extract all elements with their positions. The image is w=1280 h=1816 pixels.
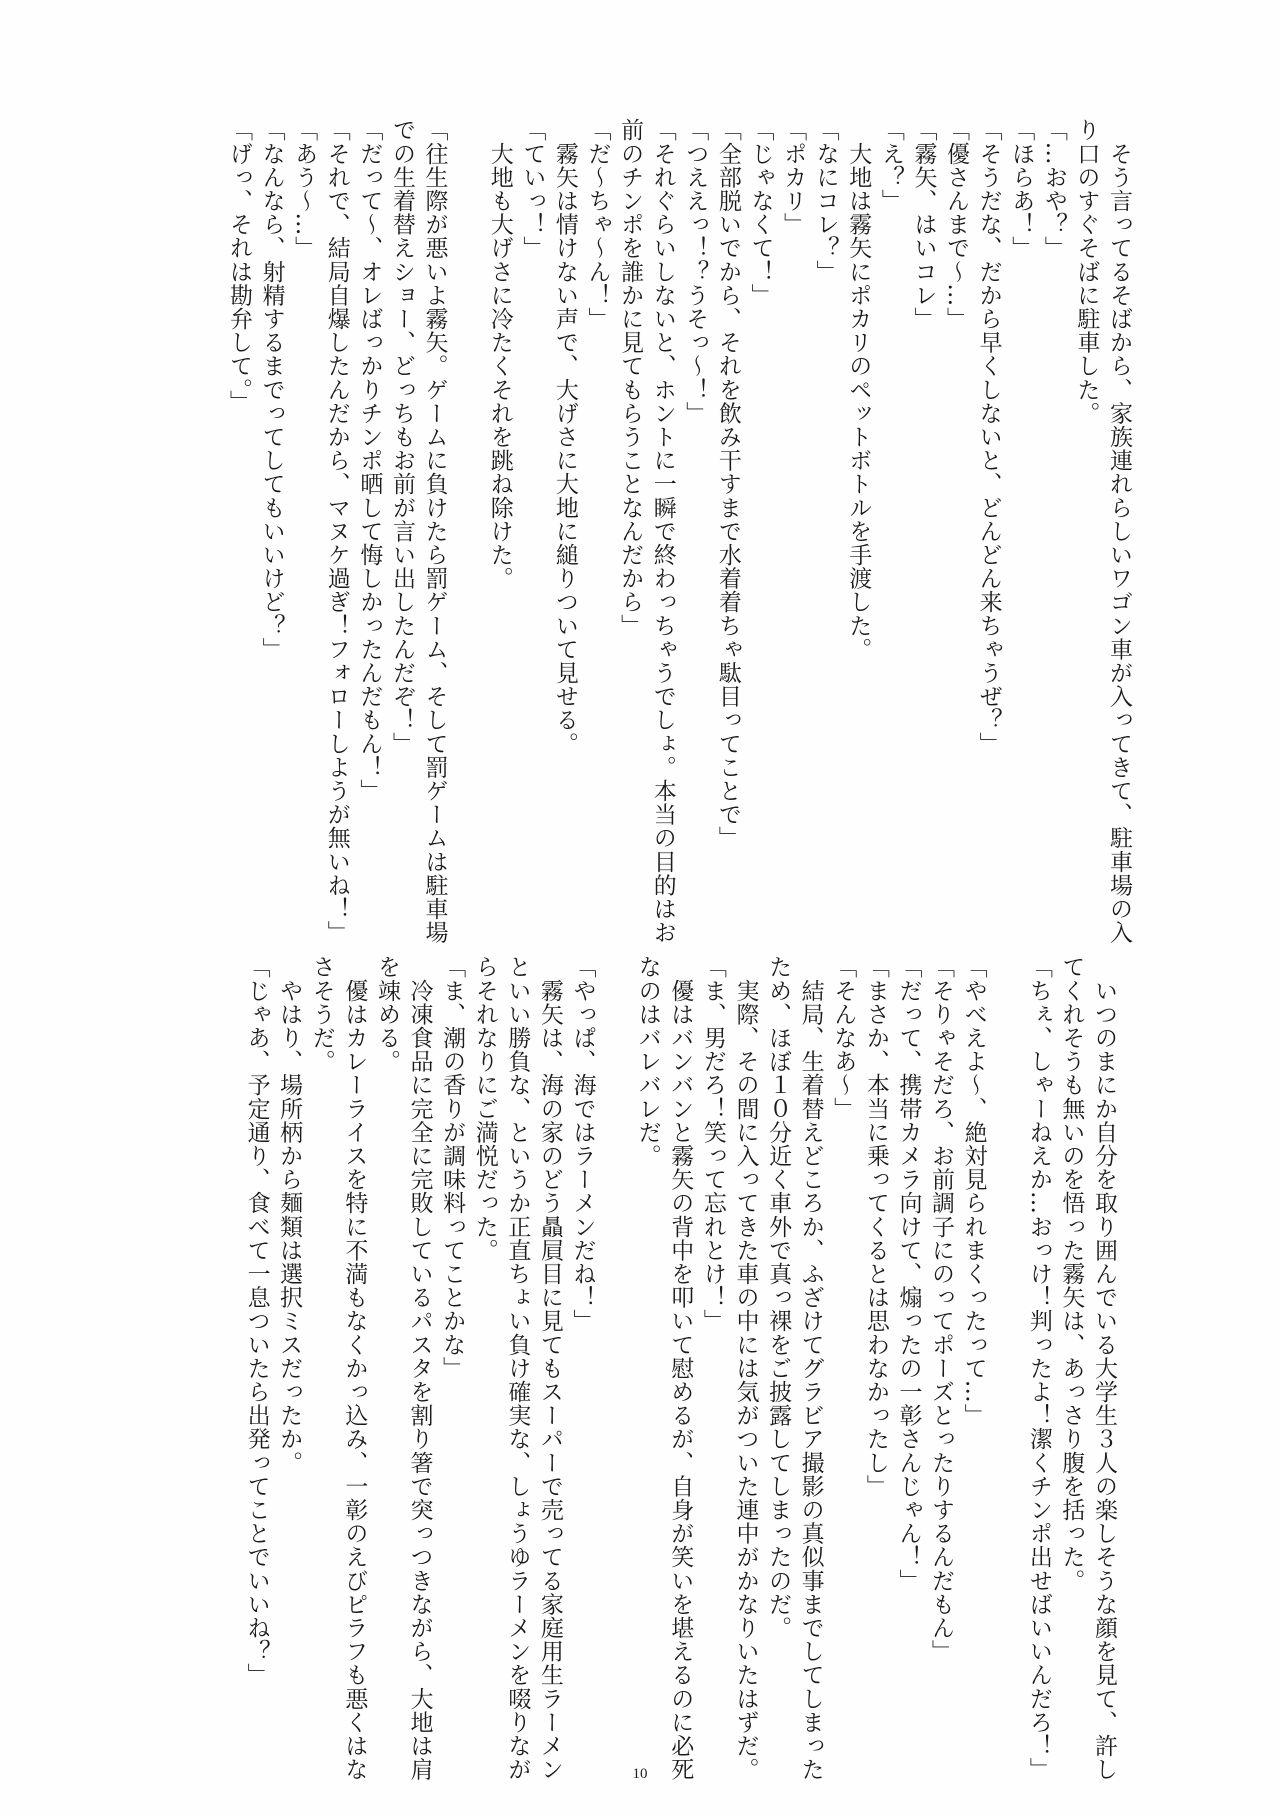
- text-line: 前のチンポを誰かに見てもらうことなんだから」: [617, 118, 644, 638]
- text-line: 「ポカリ」: [780, 118, 807, 236]
- text-line: 「あう〜…」: [291, 118, 318, 260]
- text-line: 大地も大げさに冷たくそれを跳ね除けた。: [486, 118, 513, 590]
- text-line: 冷凍食品に完全に完敗しているパスタを割り箸で突っつきながら、大地は肩: [406, 955, 433, 1781]
- text-line: での生着替えショー、どっちもお前が言い出したんだぞ！」: [388, 118, 415, 756]
- text-line: 「そりゃそだろ、お前調子にのってポーズとったりするんだもん」: [928, 955, 955, 1663]
- text-line: 「まさか、本当に乗ってくるとは思わなかったし」: [862, 955, 889, 1498]
- text-line: さそうだ。: [308, 955, 335, 1073]
- text-line: 結局、生着替えどころか、ふざけてグラビア撮影の真似事までしてしまった: [797, 955, 824, 1781]
- page-number: 10: [632, 1766, 648, 1782]
- text-line: 「全部脱いでから、それを飲み干すまで水着着ちゃ駄目ってことで」: [714, 118, 741, 850]
- text-line: 「そうだな、だから早くしないと、どんどん来ちゃうぜ？」: [975, 118, 1002, 756]
- text-line: 霧矢は情けない声で、大げさに大地に縋りついて見せる。: [551, 118, 578, 756]
- text-line: 「やっぱ、海ではラーメンだね！」: [569, 955, 596, 1333]
- text-line: 大地は霧矢にポカリのペットボトルを手渡した。: [845, 118, 872, 661]
- text-line: 「じゃあ、予定通り、食べて一息ついたら出発ってことでいいね？」: [243, 955, 270, 1687]
- text-line: 「え？」: [877, 118, 904, 213]
- lower-text-block: [220, 955, 1120, 1781]
- text-line: 実際、その間に入ってきた車の中には気がついた連中がかなりいたはずだ。: [732, 955, 759, 1781]
- text-line: 「ほらあ！」: [1008, 118, 1035, 260]
- text-line: 「じゃなくて！」: [747, 118, 774, 307]
- text-line: 優はバンバンと霧矢の背中を叩いて慰めるが、自身が笑いを堪えるのに必死: [667, 955, 694, 1781]
- text-line: 「霧矢、はいコレ」: [910, 118, 937, 331]
- text-line: 「だって、携帯カメラ向けて、煽ったの一彰さんじゃん！」: [895, 955, 922, 1593]
- text-line: り口のすぐそばに駐車した。: [1073, 118, 1100, 425]
- text-line: 「ま、潮の香りが調味料ってことかな」: [439, 955, 466, 1380]
- text-line: を竦める。: [373, 955, 400, 1073]
- text-line: といい勝負な、というか正直ちょい負け確実な、しょうゆラーメンを啜りなが: [504, 955, 531, 1781]
- text-line: 「だって〜、オレばっかりチンポ晒して悔しかったんだもん！」: [356, 118, 383, 803]
- upper-text-block: [225, 118, 1135, 944]
- text-line: 「ていっ！」: [519, 118, 546, 260]
- text-line: ため、ほぼ１０分近く車外で真っ裸をご披露してしまったのだ。: [765, 955, 792, 1640]
- text-line: らそれなりにご満悦だった。: [471, 955, 498, 1262]
- text-line: 「ま、男だろ！笑って忘れとけ！」: [699, 955, 726, 1333]
- text-line: てくれそうも無いのを悟った霧矢は、あっさり腹を括った。: [1058, 955, 1085, 1593]
- text-line: 「それぐらいしないと、ホントに一瞬で終わっちゃうでしょ。本当の目的はお: [649, 118, 676, 944]
- text-line: 「なにコレ？」: [812, 118, 839, 284]
- text-line: 「げっ、それは勘弁して。」: [225, 118, 252, 414]
- text-line: やはり、場所柄から麺類は選択ミスだったか。: [276, 955, 303, 1475]
- text-line: 霧矢は、海の家のどう贔屓目に見てもスーパーで売ってる家庭用生ラーメン: [536, 955, 563, 1781]
- text-line: 「往生際が悪いよ霧矢。ゲームに負けたら罰ゲーム、そして罰ゲームは駐車場: [421, 118, 448, 944]
- text-line: 「なんなら、射精するまでってしてもいいけど？」: [258, 118, 285, 661]
- blank-line: [990, 955, 1023, 1715]
- text-line: 「それで、結局自爆したんだから、マヌケ過ぎ！フォローしようが無いね！」: [323, 118, 350, 944]
- blank-line: [599, 955, 632, 1715]
- text-line: 「ちぇ、しゃーねえか…おっけ！判ったよ！潔くチンポ出せばいいんだろ！」: [1025, 955, 1052, 1781]
- text-line: 「優さんまで〜…」: [943, 118, 970, 331]
- text-line: 優はカレーライスを特に不満もなくかっ込み、一彰のえびピラフも悪くはな: [341, 955, 368, 1781]
- text-line: そう言ってるそばから、家族連れらしいワゴン車が入ってきて、駐車場の入: [1106, 118, 1132, 944]
- text-line: 「やべえよ〜、絶対見られまくったって…」: [960, 955, 987, 1427]
- text-line: 「…おや？」: [1040, 118, 1067, 260]
- text-line: 「そんなあ〜」: [830, 955, 857, 1121]
- text-line: いつのまにか自分を取り囲んでいる大学生３人の楽しそうな顔を見て、許し: [1091, 955, 1117, 1781]
- text-line: なのはバレバレだ。: [634, 955, 661, 1168]
- text-line: 「だ〜ちゃ〜ん！」: [584, 118, 611, 331]
- blank-line: [451, 118, 484, 878]
- text-line: 「つええっ！？うそっ〜！」: [682, 118, 709, 425]
